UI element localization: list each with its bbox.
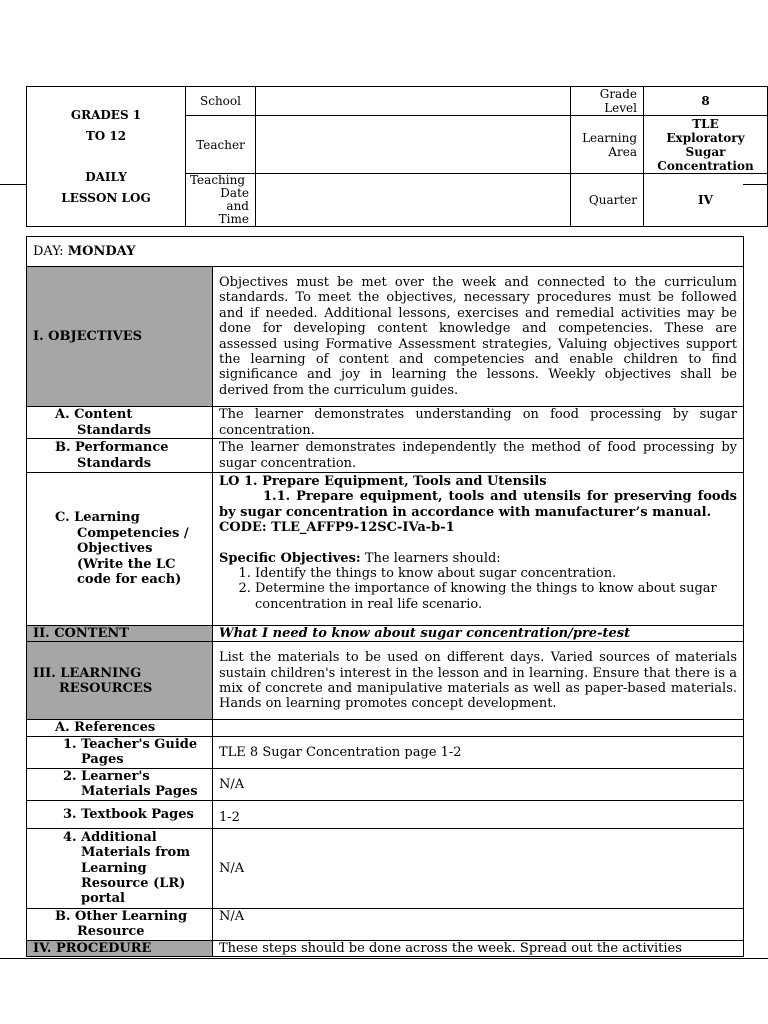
objectives-text: Objectives must be met over the week and connected to the curriculum standards. To meet the objectives, necessary procedures must be followed and if needed. Additional lessons, exercises and remedial activities may be done for developing content knowledge and competencies. These are assessed using Formative Assessment strategies, Valuing objectives support the learning of content and competencies and enable children to find significance and joy in learning the lessons. Weekly objectives shall be derived from the curriculum guides.	[213, 267, 744, 407]
divider-line	[0, 958, 768, 959]
grade-level-label: Grade Level	[571, 87, 644, 116]
learning-resources-text: List the materials to be used on different days. Varied sources of materials sustain children's interest in the lesson and in learning. Ensure that there is a mix of concrete and manipulative materials as well as paper-based materials. Hands on learning promotes concept development.	[213, 642, 744, 720]
specific-objectives: Specific Objectives: The learners should:	[219, 550, 501, 566]
competencies-label: C. Learning Competencies / Objectives (Write the LC code for each)	[27, 473, 213, 626]
lc-code: CODE: TLE_AFFP9-12SC-IVa-b-1	[219, 520, 455, 536]
divider-line	[743, 184, 768, 185]
content-label: II. CONTENT	[27, 626, 213, 642]
quarter-label: Quarter	[571, 174, 644, 227]
lo-subtitle: 1.1. Prepare equipment, tools and utensils for preserving foods by sugar concentration in accordance with manufacturer’s manual.	[219, 489, 737, 520]
school-label: School	[186, 87, 256, 116]
procedure-label: IV. PROCEDURE	[27, 940, 213, 956]
teacher-field[interactable]	[256, 116, 571, 174]
references-label: A. References	[27, 720, 213, 736]
log-title: GRADES 1 TO 12 DAILY LESSON LOG	[27, 87, 186, 227]
objectives-list	[219, 566, 737, 612]
learners-materials-label: 2. Learner's Materials Pages	[27, 768, 213, 800]
objectives-label: I. OBJECTIVES	[27, 267, 213, 407]
lesson-table	[26, 236, 744, 957]
procedure-text: These steps should be done across the week. Spread out the activities	[213, 940, 744, 956]
quarter-value[interactable]: IV	[644, 174, 768, 227]
teaching-date-field[interactable]	[256, 174, 571, 227]
performance-standards-text: The learner demonstrates independently the method of food processing by sugar concentration.	[213, 439, 744, 473]
day-row: DAY: MONDAY	[27, 237, 744, 267]
day-value: MONDAY	[67, 243, 136, 259]
textbook-pages-label: 3. Textbook Pages	[27, 800, 213, 828]
additional-materials-label: 4. Additional Materials from Learning Resource (LR) portal	[27, 828, 213, 908]
content-text: What I need to know about sugar concentration/pre-test	[213, 626, 744, 642]
teachers-guide-value: TLE 8 Sugar Concentration page 1-2	[213, 736, 744, 768]
learning-resources-label: III. LEARNING RESOURCES	[27, 642, 213, 720]
divider-line	[0, 184, 26, 185]
learners-materials-value: N/A	[213, 768, 744, 800]
content-standards-text: The learner demonstrates understanding on food processing by sugar concentration.	[213, 407, 744, 439]
other-resources-label: B. Other Learning Resource	[27, 908, 213, 940]
header-table	[26, 86, 768, 227]
performance-standards-label: B. Performance Standards	[27, 439, 213, 473]
school-field[interactable]	[256, 87, 571, 116]
lo-title: LO 1. Prepare Equipment, Tools and Utensils	[219, 474, 547, 489]
teaching-date-label: Teaching Date and Time	[186, 174, 256, 227]
learning-area-value[interactable]: TLE Exploratory Sugar Concentration	[644, 116, 768, 174]
list-item: 2. Determine the importance of knowing the things to know about sugar concentration in real life scenario.	[255, 581, 737, 612]
content-standards-label: A. Content Standards	[27, 407, 213, 439]
learning-area-label: Learning Area	[571, 116, 644, 174]
references-value	[213, 720, 744, 736]
additional-materials-value: N/A	[213, 828, 744, 908]
textbook-pages-value: 1-2	[213, 800, 744, 828]
teachers-guide-label: 1. Teacher's Guide Pages	[27, 736, 213, 768]
other-resources-value: N/A	[213, 908, 744, 940]
competencies-text	[213, 473, 744, 626]
list-item: 1. Identify the things to know about sugar concentration.	[255, 566, 737, 581]
grade-level-value[interactable]: 8	[644, 87, 768, 116]
teacher-label: Teacher	[186, 116, 256, 174]
